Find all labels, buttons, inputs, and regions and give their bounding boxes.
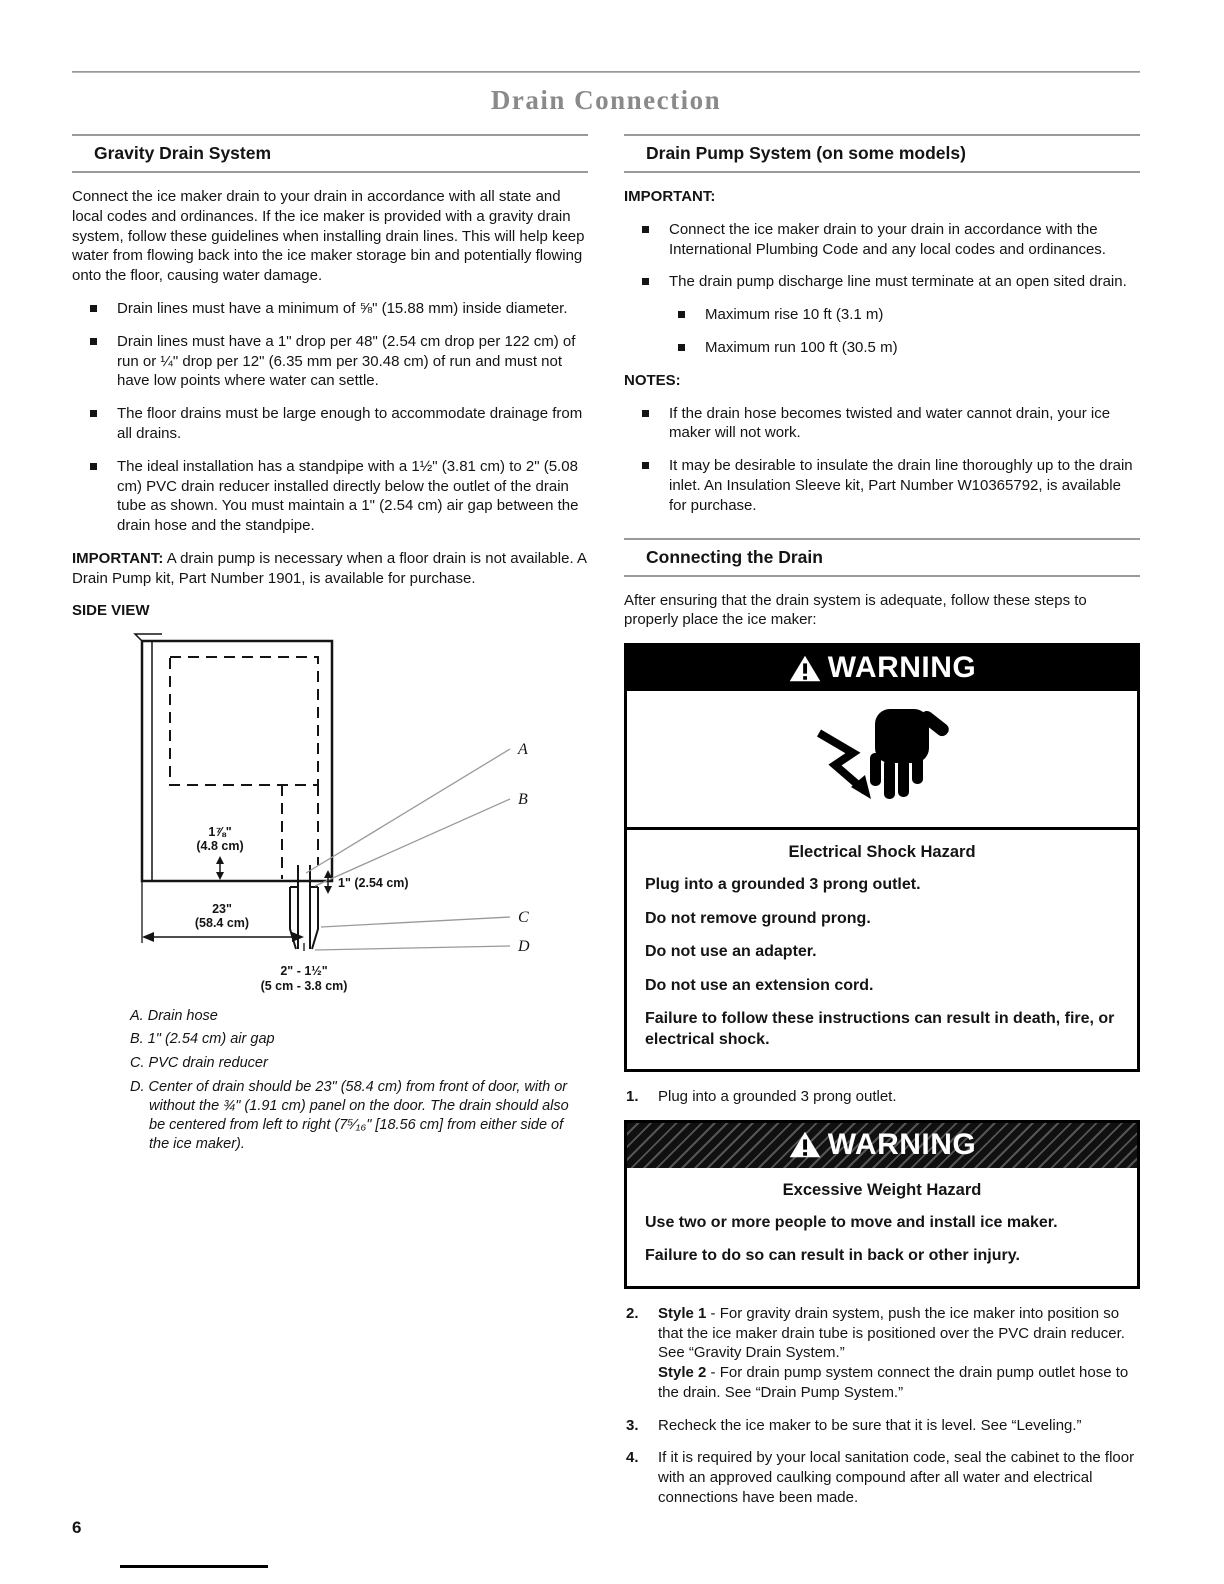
bullet-square-icon [678,344,685,351]
dim-4b: (5 cm - 3.8 cm) [260,978,348,993]
callout-c: C [518,908,529,926]
bullet-square-icon [90,410,97,417]
pump-subbullet-2 [668,338,1140,358]
warning-body [627,830,1137,1069]
step-number: 2. [626,1304,639,1322]
pump-subbullet-1 [668,305,1140,325]
step-text: If it is required by your local sanitation code, seal the cabinet to the floor with an approved caulking compound after all water and electrical connections have been made. [658,1449,1135,1507]
legend-item-b: B. 1" (2.54 cm) air gap [130,1031,275,1048]
legend-item-d: D. Center of drain should be 23" (58.4 cm) from front of door, with or without the ¾" (1.91 cm) panel on the door. The drain should also be centered from left to right (7⁵⁄₁₆" [18.56 cm] from either side of the ice maker). [130,1079,569,1152]
warning-line-5: Failure to follow these instructions can result in death, fire, or electrical shock. [645,1010,1115,1048]
step-2-style1-label: Style 1 [658,1304,707,1322]
warning-line-3: Do not use an adapter. [645,943,817,961]
step-2-style1-text: - For gravity drain system, push the ice maker into position so that the ice maker drain tube is positioned over the PVC drain reducer. See “Gravity Drain System.” [658,1304,1125,1362]
warning-line-4: Do not use an extension cord. [645,976,874,994]
dim-3b: (58.4 cm) [194,915,250,930]
section-heading-connecting-drain: Connecting the Drain [624,538,1140,577]
note-bullet-2 [632,456,1140,515]
hazard-title: Excessive Weight Hazard [782,1180,982,1199]
section-heading-drain-pump: Drain Pump System (on some models) [624,134,1140,173]
bullet-square-icon [90,463,97,470]
right-column [624,134,1140,1521]
warning-triangle-icon [788,654,822,683]
side-view-label: SIDE VIEW [72,601,150,619]
dim-2: 1" (2.54 cm) [338,875,409,890]
bullet-text: It may be desirable to insulate the drain line thoroughly up to the drain inlet. An Insulation Sleeve kit, Part Number W10365792, is available for purchase. [669,457,1133,514]
gravity-intro-paragraph: Connect the ice maker drain to your drain in accordance with all state and local codes and ordinances. If the ice maker is provided with a gravity drain system, follow these guidelines when installing drain lines. This will help keep water from flowing back into the ice maker storage bin and potentially flowing onto the floor, causing water damage. [72,188,585,285]
gravity-bullet-2 [80,332,588,391]
warning-box-electrical [624,643,1140,1072]
bullet-text: Maximum run 100 ft (30.5 m) [705,338,898,356]
left-column [72,134,588,1158]
step-text: Recheck the ice maker to be sure that it is level. See “Leveling.” [658,1416,1082,1434]
warning-line-1: Use two or more people to move and install ice maker. [645,1213,1058,1231]
page-title: Drain Connection [490,85,722,115]
side-view-diagram [100,629,570,1001]
warning-title: WARNING [827,651,977,685]
gravity-important-paragraph [72,549,588,589]
step-2-style2-text: - For drain pump system connect the drain pump outlet hose to the drain. See “Drain Pump System.” [658,1364,1129,1401]
bullet-square-icon [642,410,649,417]
dim-4a: 2" - 1½" [280,963,328,978]
warning-line-2: Failure to do so can result in back or other injury. [645,1247,1020,1265]
callout-d: D [518,937,530,955]
bullet-square-icon [678,311,685,318]
diagram-legend [130,1007,588,1154]
callout-b: B [518,790,528,808]
gravity-bullet-3 [80,404,588,444]
step-1 [624,1087,1140,1107]
bullet-text: Drain lines must have a 1" drop per 48" (2.54 cm drop per 122 cm) of run or ¼" drop per 12" (6.35 mm per 30.48 cm) of run and must not have low points where water can settle. [117,332,576,390]
warning-line-2: Do not remove ground prong. [645,909,871,927]
note-bullet-1 [632,404,1140,444]
callout-a: A [518,740,528,758]
dim-1a: 1⅞" [208,824,232,839]
bullet-square-icon [642,462,649,469]
bullet-square-icon [642,278,649,285]
bullet-text: If the drain hose becomes twisted and water cannot drain, your ice maker will not work. [669,404,1111,442]
warning-body [627,1168,1137,1286]
bullet-square-icon [642,226,649,233]
notes-label: NOTES: [624,371,681,389]
section-heading-gravity-drain: Gravity Drain System [72,134,588,173]
warning-icon-area [627,691,1137,830]
connecting-intro-paragraph: After ensuring that the drain system is adequate, follow these steps to properly place the ice maker: [624,591,1087,629]
step-2-style2-label: Style 2 [658,1364,707,1382]
dim-3a: 23" [212,901,232,916]
warning-header [627,1123,1137,1168]
step-number: 1. [626,1087,639,1105]
footer-mark [120,1565,268,1568]
dim-1b: (4.8 cm) [196,838,244,853]
bullet-square-icon [90,305,97,312]
callout-leader-lines [306,749,510,950]
dim-1-arrow [216,856,224,880]
legend-item-a: A. Drain hose [130,1007,218,1024]
top-divider [72,71,1140,73]
page-number: 6 [72,1518,82,1537]
step-2 [624,1304,1140,1403]
pump-bullet-1 [632,220,1140,260]
hazard-title: Electrical Shock Hazard [788,843,976,862]
storage-bin-dashed [170,657,318,785]
step-text [658,1304,1140,1403]
bullet-text: Connect the ice maker drain to your drain in accordance with the International Plumbing Code and any local codes and ordinances. [669,220,1106,258]
dashed-drain-path [282,785,318,879]
bullet-text: Drain lines must have a minimum of ⅝" (15.88 mm) inside diameter. [117,299,568,317]
step-3 [624,1416,1140,1436]
gravity-bullet-1 [80,299,588,319]
legend-item-c: C. PVC drain reducer [130,1055,268,1072]
step-number: 3. [626,1416,639,1434]
bullet-square-icon [90,338,97,345]
step-number: 4. [626,1449,639,1467]
bullet-text: Maximum rise 10 ft (3.1 m) [705,306,884,324]
pump-bullet-2 [632,272,1140,292]
important-text: A drain pump is necessary when a floor drain is not available. A Drain Pump kit, Part Number 1901, is available for purchase. [72,549,587,587]
electrical-shock-hand-icon [807,707,957,817]
important-label: IMPORTANT: [72,549,164,567]
step-4 [624,1448,1140,1507]
step-text: Plug into a grounded 3 prong outlet. [658,1087,897,1105]
warning-header [627,646,1137,691]
warning-title: WARNING [827,1127,977,1161]
bullet-text: The floor drains must be large enough to accommodate drainage from all drains. [117,405,583,442]
two-column-layout [72,134,1140,1521]
bullet-text: The ideal installation has a standpipe with a 1½" (3.81 cm) to 2" (5.08 cm) PVC drain reducer installed directly below the outlet of the drain tube as shown. You must maintain a 1" (2.54 cm) air gap between the drain hose and the standpipe. [117,457,579,535]
warning-triangle-icon [788,1130,822,1159]
warning-box-weight [624,1120,1140,1289]
gravity-bullet-4 [80,457,588,536]
pump-important-label: IMPORTANT: [624,188,716,205]
warning-line-1: Plug into a grounded 3 prong outlet. [645,876,921,894]
bullet-text: The drain pump discharge line must terminate at an open sited drain. [669,273,1127,291]
